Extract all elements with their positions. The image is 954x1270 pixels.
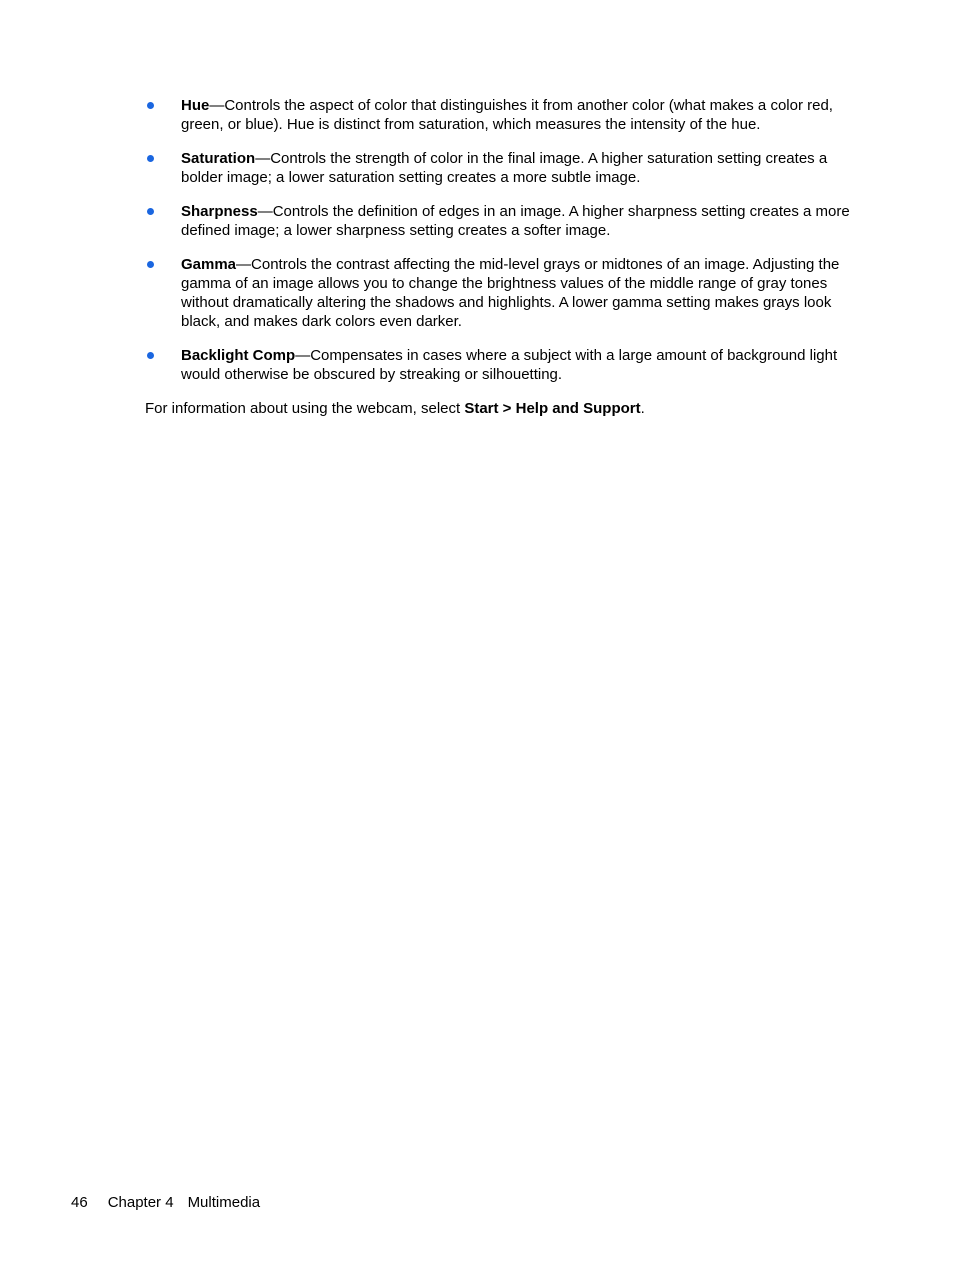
bullet-text: —Controls the contrast affecting the mid-level grays or midtones of an image. Adjusting the gamma of an image allows you to change the brightness values of the middle range of gray tones without dramatically altering the shadows and highlights. A lower gamma setting makes grays look black, and makes dark colors even darker. bbox=[181, 256, 840, 330]
settings-bullet-list bbox=[145, 96, 870, 399]
chapter-label: Chapter 4 bbox=[107, 1194, 174, 1211]
bullet-item-backlight-comp bbox=[145, 346, 870, 384]
bullet-dot-icon bbox=[147, 352, 154, 359]
bullet-term: Sharpness bbox=[181, 203, 258, 220]
bullet-term: Hue bbox=[181, 97, 210, 114]
bullet-term: Backlight Comp bbox=[181, 347, 296, 364]
webcam-info-paragraph bbox=[145, 399, 870, 418]
bullet-text: —Controls the strength of color in the final image. A higher saturation setting creates a bolder image; a lower saturation setting creates a more subtle image. bbox=[181, 150, 828, 186]
bullet-term: Gamma bbox=[181, 256, 237, 273]
bullet-text: —Controls the aspect of color that distinguishes it from another color (what makes a color red, green, or blue). Hue is distinct from saturation, which measures the intensity of the hue. bbox=[181, 97, 833, 133]
bullet-item-gamma bbox=[145, 255, 870, 331]
bullet-text: —Compensates in cases where a subject with a large amount of background light would otherwise be obscured by streaking or silhouetting. bbox=[181, 347, 838, 383]
bullet-item-saturation bbox=[145, 149, 870, 187]
bullet-term: Saturation bbox=[181, 150, 256, 167]
bullet-dot-icon bbox=[147, 102, 154, 109]
bullet-item-sharpness bbox=[145, 202, 870, 240]
chapter-title: Multimedia bbox=[187, 1194, 261, 1211]
bullet-text: —Controls the definition of edges in an image. A higher sharpness setting creates a more defined image; a lower sharpness setting creates a softer image. bbox=[181, 203, 850, 239]
page-number: 46 bbox=[71, 1194, 88, 1211]
page-footer bbox=[71, 1193, 260, 1212]
bullet-dot-icon bbox=[147, 261, 154, 268]
bullet-item-hue bbox=[145, 96, 870, 134]
info-prefix: For information about using the webcam, select bbox=[145, 400, 465, 417]
info-suffix: . bbox=[640, 400, 645, 417]
bullet-dot-icon bbox=[147, 208, 154, 215]
help-menu-path: Start > Help and Support bbox=[464, 400, 641, 417]
bullet-dot-icon bbox=[147, 155, 154, 162]
